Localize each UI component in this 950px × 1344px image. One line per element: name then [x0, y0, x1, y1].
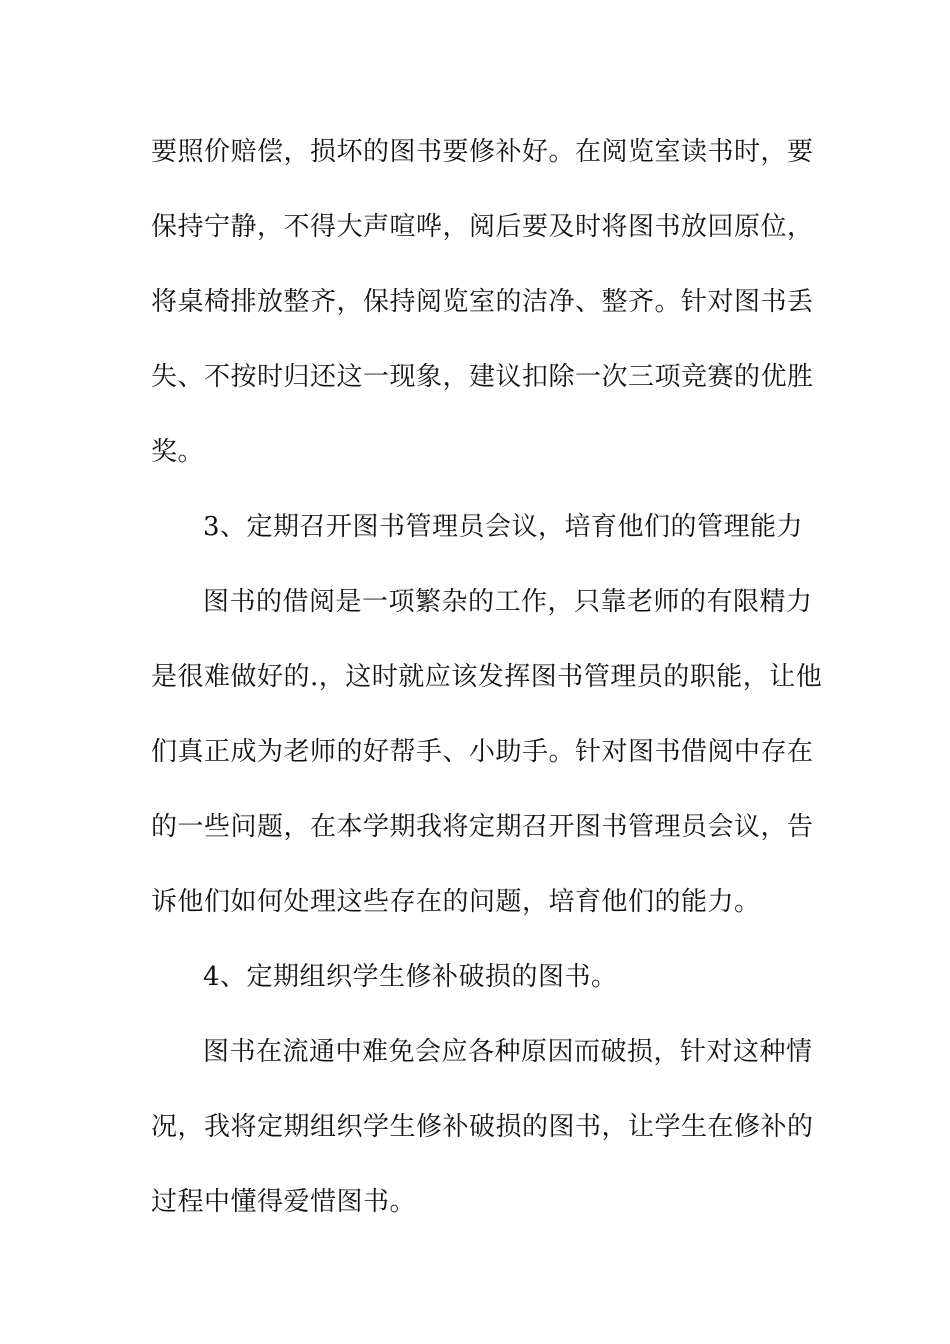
text-line: 过程中懂得爱惜图书。	[151, 1187, 417, 1217]
text-line: 图书在流通中难免会应各种原因而破损，针对这种情	[203, 1037, 813, 1067]
text-line: 图书的借阅是一项繁杂的工作，只靠老师的有限精力	[203, 587, 813, 617]
text-line: 诉他们如何处理这些存在的问题，培育他们的能力。	[151, 887, 761, 917]
section-heading: 3、定期召开图书管理员会议，培育他们的管理能力	[203, 512, 804, 542]
text-line: 况，我将定期组织学生修补破损的图书，让学生在修补的	[151, 1112, 814, 1142]
section-heading: 4、定期组织学生修补破损的图书。	[203, 962, 618, 992]
text-line: 要照价赔偿，损坏的图书要修补好。在阅览室读书时，要	[151, 137, 814, 167]
text-line: 失、不按时归还这一现象，建议扣除一次三项竞赛的优胜	[151, 362, 814, 392]
text-line: 保持宁静，不得大声喧哗，阅后要及时将图书放回原位，	[151, 212, 814, 242]
text-line: 的一些问题，在本学期我将定期召开图书管理员会议，告	[151, 812, 814, 842]
text-line: 们真正成为老师的好帮手、小助手。针对图书借阅中存在	[151, 737, 814, 767]
text-line: 是很难做好的.，这时就应该发挥图书管理员的职能，让他	[151, 662, 823, 692]
text-line: 将桌椅排放整齐，保持阅览室的洁净、整齐。针对图书丢	[151, 287, 814, 317]
text-line: 奖。	[151, 437, 205, 467]
